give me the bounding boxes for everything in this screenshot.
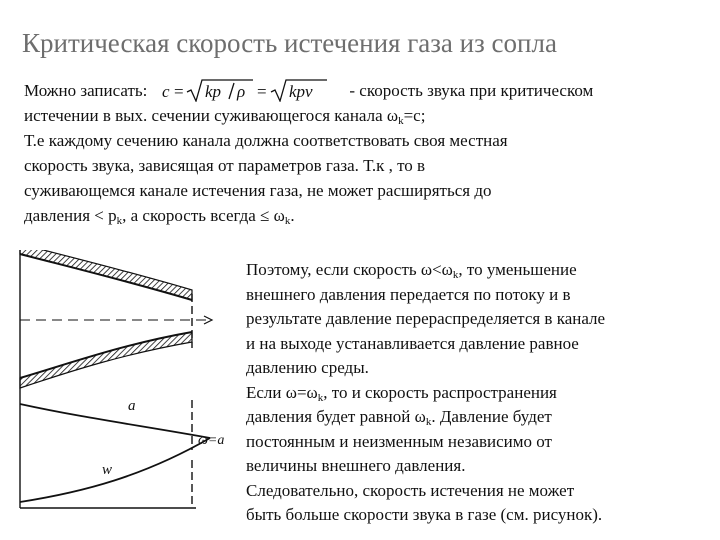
p2-line-3: постоянным и неизменным независимо от bbox=[246, 431, 552, 451]
intro-line-2-end: =c; bbox=[403, 106, 426, 125]
intro-line-6-sub2: k bbox=[284, 215, 291, 227]
intro-line-6-sub1: k bbox=[116, 215, 123, 227]
p1-sub: k bbox=[452, 269, 459, 281]
intro-line-2-text: истечении в вых. сечении суживающегося канала ω bbox=[24, 106, 399, 125]
paragraph-1 bbox=[236, 258, 714, 381]
intro-line-2 bbox=[24, 103, 714, 128]
flow-speed-curve bbox=[20, 438, 210, 502]
p2-sub-1: k bbox=[317, 391, 324, 404]
p2-line-2: давления будет равной ω bbox=[246, 407, 426, 426]
p1-line-3: результате давление перераспределяется в канале bbox=[246, 309, 606, 328]
intro-line-6 bbox=[24, 203, 714, 228]
p1-line-1-end: , то уменьшение bbox=[458, 260, 577, 279]
p1-line-5: давлению среды. bbox=[246, 358, 369, 377]
p2-sub-2: k bbox=[425, 416, 432, 428]
intro-line-5: суживающемся канале истечения газа, не может расширяться до bbox=[24, 181, 492, 200]
nozzle-lower-wall bbox=[20, 332, 192, 388]
intro-lead: Можно записать: bbox=[24, 81, 148, 100]
svg-text:=: = bbox=[257, 82, 267, 101]
p2-line-1-end: , то и скорость распространения bbox=[323, 382, 557, 402]
intro-line-6-text: давления < p bbox=[24, 206, 117, 225]
slide-title: Критическая скорость истечения газа из сопла bbox=[22, 28, 557, 58]
intro-text bbox=[24, 78, 714, 228]
p2-line-1: Если ω=ω bbox=[246, 382, 318, 402]
p2-line-4: величины внешнего давления. bbox=[246, 456, 466, 475]
svg-text:kp: kp bbox=[205, 82, 222, 101]
svg-text:ρ: ρ bbox=[237, 82, 246, 101]
label-a: a bbox=[128, 398, 136, 414]
paragraph-3 bbox=[236, 479, 714, 528]
p3-line-1: Следовательно, скорость истечения не может bbox=[246, 480, 575, 500]
intro-line-6-end: . bbox=[290, 206, 295, 225]
svg-text:=: = bbox=[174, 82, 184, 101]
paragraph-2 bbox=[236, 381, 714, 479]
p2-line-2-end: . Давление будет bbox=[431, 407, 552, 426]
intro-after-formula: - скорость звука при критическом bbox=[349, 81, 594, 100]
label-w: w bbox=[102, 462, 113, 478]
p1-line-4: и на выходе устанавливается давление равное bbox=[246, 333, 579, 353]
p3-line-2: быть больше скорости звука в газе (см. рисунок). bbox=[246, 505, 603, 524]
nozzle-upper-contour bbox=[20, 254, 192, 300]
intro-line-1 bbox=[24, 78, 714, 103]
sound-speed-formula bbox=[161, 78, 339, 102]
p1-line-1: Поэтому, если скорость ω<ω bbox=[246, 260, 453, 279]
intro-line-4: скорость звука, зависящая от параметров газа. Т.к , то в bbox=[24, 156, 426, 175]
intro-line-6-mid: , а скорость всегда ≤ ω bbox=[122, 206, 285, 225]
intro-line-2-sub: k bbox=[398, 115, 404, 127]
explanation-text bbox=[236, 258, 714, 528]
svg-text:kpv: kpv bbox=[289, 82, 313, 101]
nozzle-figure bbox=[14, 250, 240, 520]
intro-line-3: Т.е каждому сечению канала должна соответствовать своя местная bbox=[24, 131, 508, 150]
svg-text:c: c bbox=[162, 82, 170, 101]
p1-line-2: внешнего давления передается по потоку и в bbox=[246, 284, 571, 304]
sound-speed-curve bbox=[20, 404, 210, 438]
label-critical: ω=a bbox=[198, 433, 225, 448]
